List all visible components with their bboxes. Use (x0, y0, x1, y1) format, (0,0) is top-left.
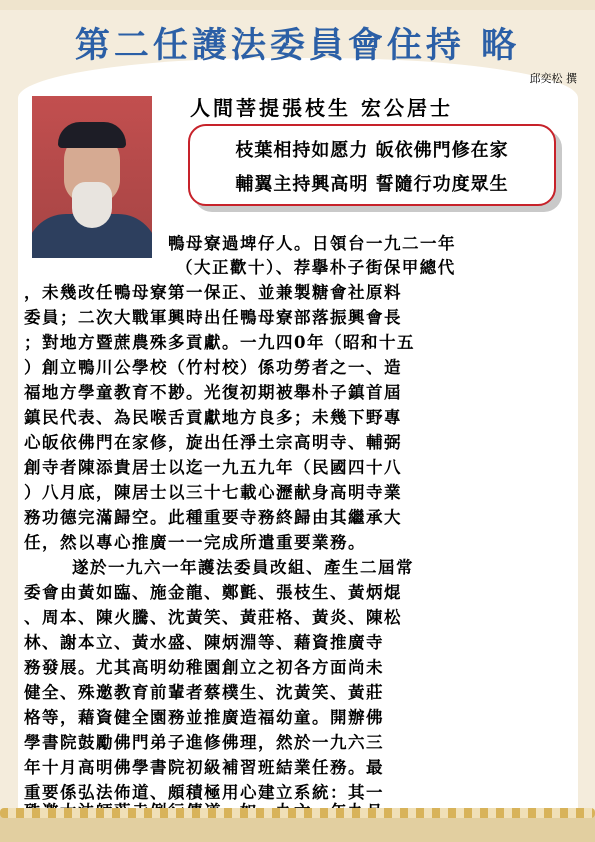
body-line: 鎮民代表、為民喉舌貢獻地方良多；未幾下野專 (24, 408, 402, 427)
body-line: 任，然以專心推廣一一完成所遣重要業務。 (24, 533, 366, 552)
body-line: 務功德完滿歸空。此種重要寺務終歸由其繼承大 (24, 508, 402, 527)
page-title: 第二任護法委員會住持 略 (74, 26, 521, 66)
body-line: 重要係弘法佈道、頗積極用心建立系統：其一 (24, 783, 384, 802)
body-line: 遂於一九六一年護法委員改組、產生二屆常 (72, 558, 414, 577)
body-line: 格等，藉資健全園務並推廣造福幼童。開辦佛 (24, 708, 384, 727)
verse-box (188, 124, 556, 206)
body-line: 鴨母寮過埤仔人。日領台一九二一年 (168, 234, 456, 253)
body-line: 學書院鼓勵佛門弟子進修佛理，然於一九六三 (24, 733, 384, 752)
body-line: 委會由黃如臨、施金龍、鄭氈、張枝生、黃炳焜 (24, 583, 402, 602)
body-line: 健全、殊邀教育前輩者蔡樸生、沈黃笑、黃莊 (24, 683, 384, 702)
body-line: 創寺者陳添貴居士以迄一九五九年（民國四十八 (24, 458, 402, 477)
body-line: 務發展。尤其高明幼稚園創立之初各方面尚未 (24, 658, 384, 677)
body-line: 、周本、陳火騰、沈黃笑、黃莊格、黃炎、陳松 (24, 608, 402, 627)
subject-heading: 人間菩提張枝生 宏公居士 (190, 96, 453, 120)
body-line: （大正歡十）、荐擧朴子街保甲總代 (176, 258, 456, 277)
body-line: ，未幾改任鴨母寮第一保正、並兼製糖會社原料 (24, 283, 402, 302)
verse-line: 輔翼主持興高明 誓隨行功度眾生 (235, 174, 509, 195)
decorative-footer (0, 814, 595, 842)
portrait-photo (32, 96, 152, 258)
body-line: 年十月高明佛學書院初級補習班結業任務。最 (24, 758, 384, 777)
photo-hat (58, 122, 126, 148)
author-credit: 邱奕松 撰 (529, 72, 577, 85)
verse-line: 枝葉相持如愿力 皈依佛門修在家 (235, 140, 509, 161)
body-line: 福地方學童教育不尠。光復初期被舉朴子鎮首屆 (24, 383, 402, 402)
body-line: 心皈依佛門在家修，旋出任淨土宗高明寺、輔弼 (24, 433, 402, 452)
body-line: 委員；二次大戰軍興時出任鴨母寮部落振興會長 (24, 308, 402, 327)
top-band (0, 0, 595, 10)
body-line: ）創立鴨川公學校（竹村校）係功勞者之一、造 (24, 358, 402, 377)
body-line: 林、謝本立、黃水盛、陳炳淵等、藉資推廣寺 (24, 633, 384, 652)
body-line: ；對地方暨蔗農殊多貢獻。一九四0年（昭和十五 (24, 333, 415, 352)
photo-beard (72, 182, 112, 228)
body-line: ）八月底，陳居士以三十七載心瀝献身高明寺業 (24, 483, 402, 502)
